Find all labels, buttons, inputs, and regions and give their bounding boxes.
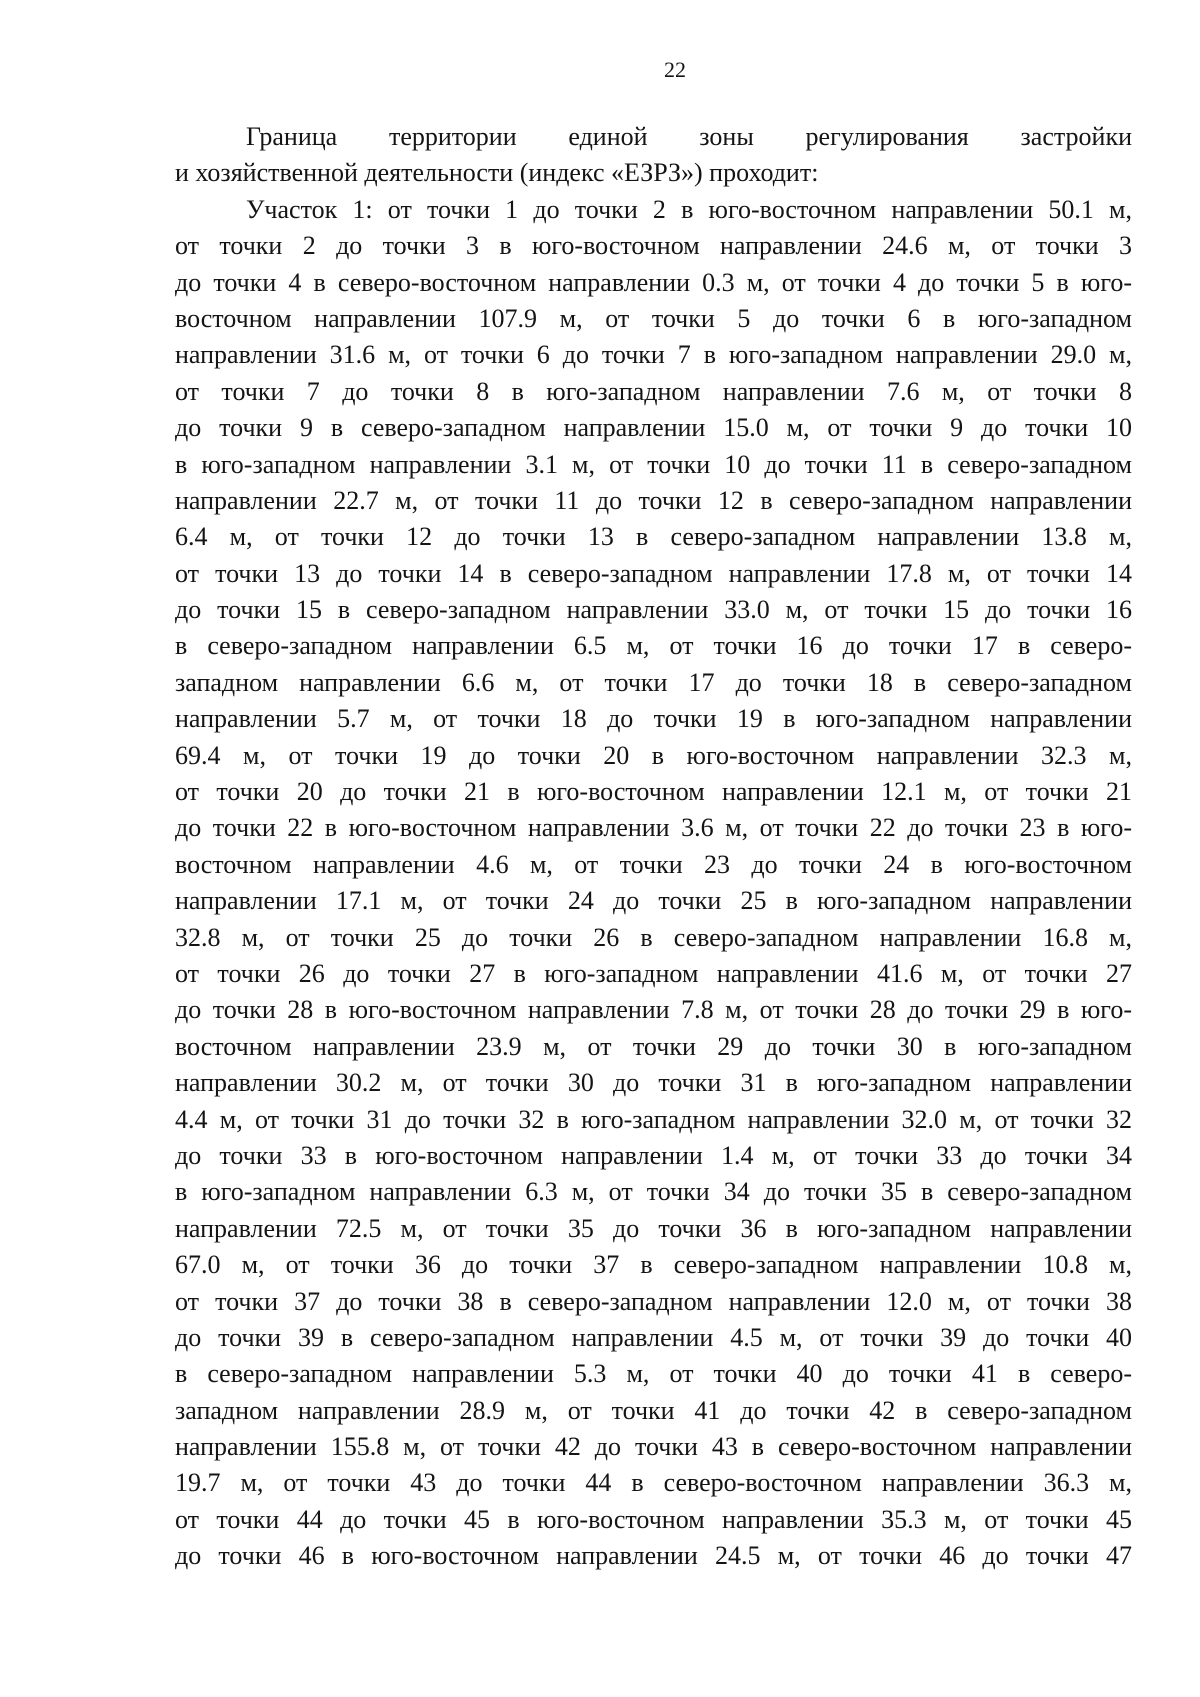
text-line: до точки 22 в юго-восточном направлении 3.6 м, от точки 22 до точки 23 в юго- xyxy=(175,813,1132,843)
text-line: восточном направлении 23.9 м, от точки 29 до точки 30 в юго-западном xyxy=(175,1031,1132,1061)
text-line: 19.7 м, от точки 43 до точки 44 в северо-восточном направлении 36.3 м, xyxy=(175,1468,1132,1498)
text-line: от точки 2 до точки 3 в юго-восточном направлении 24.6 м, от точки 3 xyxy=(175,231,1132,261)
text-line: до точки 33 в юго-восточном направлении 1.4 м, от точки 33 до точки 34 xyxy=(175,1140,1132,1170)
text-line: до точки 4 в северо-восточном направлении 0.3 м, от точки 4 до точки 5 в юго- xyxy=(175,267,1132,297)
text-line: Граница территории единой зоны регулирования застройки xyxy=(246,122,1132,151)
text-line: от точки 13 до точки 14 в северо-западном направлении 17.8 м, от точки 14 xyxy=(175,558,1132,588)
text-line: направлении 155.8 м, от точки 42 до точки 43 в северо-восточном направлении xyxy=(175,1432,1132,1462)
text-line: направлении 5.7 м, от точки 18 до точки 19 в юго-западном направлении xyxy=(175,704,1132,734)
page-number: 22 xyxy=(664,57,686,82)
text-line: в юго-западном направлении 3.1 м, от точки 10 до точки 11 в северо-западном xyxy=(175,449,1132,479)
document-body xyxy=(175,119,1132,1575)
text-line: до точки 9 в северо-западном направлении 15.0 м, от точки 9 до точки 10 xyxy=(175,413,1132,443)
text-line: восточном направлении 107.9 м, от точки 5 до точки 6 в юго-западном xyxy=(175,303,1132,333)
text-line: от точки 20 до точки 21 в юго-восточном направлении 12.1 м, от точки 21 xyxy=(175,777,1132,807)
text-line: в северо-западном направлении 5.3 м, от точки 40 до точки 41 в северо- xyxy=(175,1359,1132,1389)
text-line: 32.8 м, от точки 25 до точки 26 в северо-западном направлении 16.8 м, xyxy=(175,922,1132,952)
text-line: направлении 17.1 м, от точки 24 до точки 25 в юго-западном направлении xyxy=(175,886,1132,916)
text-line: от точки 7 до точки 8 в юго-западном направлении 7.6 м, от точки 8 xyxy=(175,376,1132,406)
text-line: 6.4 м, от точки 12 до точки 13 в северо-западном направлении 13.8 м, xyxy=(175,522,1132,552)
text-line: в юго-западном направлении 6.3 м, от точки 34 до точки 35 в северо-западном xyxy=(175,1177,1132,1207)
text-line: до точки 15 в северо-западном направлении 33.0 м, от точки 15 до точки 16 xyxy=(175,595,1132,625)
text-line: 69.4 м, от точки 19 до точки 20 в юго-восточном направлении 32.3 м, xyxy=(175,740,1132,770)
text-line: направлении 22.7 м, от точки 11 до точки 12 в северо-западном направлении xyxy=(175,485,1132,515)
text-line: 67.0 м, от точки 36 до точки 37 в северо-западном направлении 10.8 м, xyxy=(175,1250,1132,1280)
text-line: Участок 1: от точки 1 до точки 2 в юго-восточном направлении 50.1 м, xyxy=(246,194,1132,224)
text-line: западном направлении 28.9 м, от точки 41 до точки 42 в северо-западном xyxy=(175,1395,1132,1425)
text-line: до точки 28 в юго-восточном направлении 7.8 м, от точки 28 до точки 29 в юго- xyxy=(175,995,1132,1025)
text-line: от точки 37 до точки 38 в северо-западном направлении 12.0 м, от точки 38 xyxy=(175,1286,1132,1316)
text-line: восточном направлении 4.6 м, от точки 23 до точки 24 в юго-восточном xyxy=(175,849,1132,879)
text-line: направлении 30.2 м, от точки 30 до точки 31 в юго-западном направлении xyxy=(175,1068,1132,1098)
text-line: до точки 46 в юго-восточном направлении 24.5 м, от точки 46 до точки 47 xyxy=(175,1541,1132,1571)
text-line: 4.4 м, от точки 31 до точки 32 в юго-западном направлении 32.0 м, от точки 32 xyxy=(175,1104,1132,1134)
text-line: направлении 31.6 м, от точки 6 до точки 7 в юго-западном направлении 29.0 м, xyxy=(175,340,1132,370)
text-line: от точки 44 до точки 45 в юго-восточном направлении 35.3 м, от точки 45 xyxy=(175,1504,1132,1534)
text-line: от точки 26 до точки 27 в юго-западном направлении 41.6 м, от точки 27 xyxy=(175,958,1132,988)
intro-paragraph xyxy=(175,119,1132,192)
text-line: до точки 39 в северо-западном направлении 4.5 м, от точки 39 до точки 40 xyxy=(175,1322,1132,1352)
section-1-paragraph xyxy=(175,192,1132,1575)
text-line: и хозяйственной деятельности (индекс «ЕЗРЗ») проходит: xyxy=(175,158,819,188)
text-line: направлении 72.5 м, от точки 35 до точки 36 в юго-западном направлении xyxy=(175,1213,1132,1243)
text-line: западном направлении 6.6 м, от точки 17 до точки 18 в северо-западном xyxy=(175,667,1132,697)
text-line: в северо-западном направлении 6.5 м, от точки 16 до точки 17 в северо- xyxy=(175,631,1132,661)
